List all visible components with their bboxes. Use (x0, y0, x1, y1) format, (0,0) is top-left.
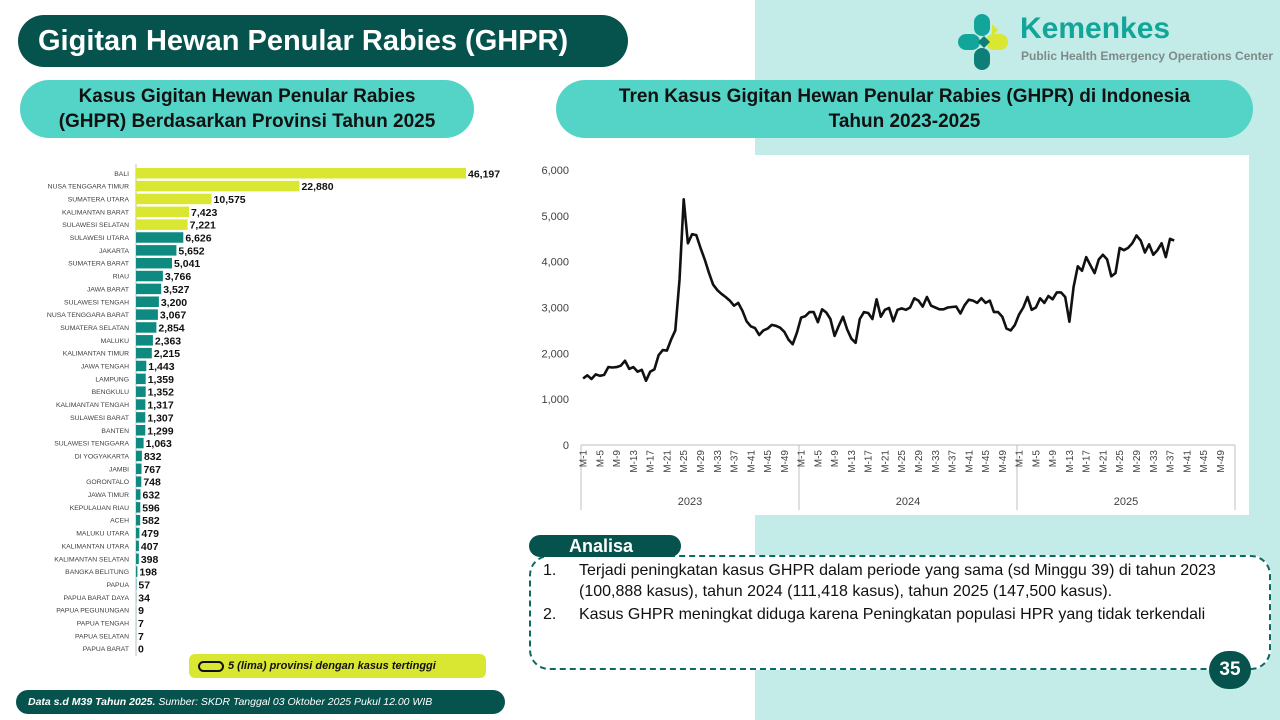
week-tick-label: M-13 (846, 450, 858, 473)
bar-value-label: 3,766 (164, 271, 192, 284)
province-label: SUMATERA UTARA (67, 196, 129, 204)
bar-value-label: 3,527 (163, 283, 190, 296)
analysis-list (543, 560, 1223, 627)
province-label: BANTEN (101, 427, 129, 435)
province-label: KALIMANTAN UTARA (61, 543, 129, 551)
province-bar (136, 399, 145, 410)
province-label: JAMBI (108, 466, 129, 474)
year-label: 2023 (677, 496, 703, 508)
bar-value-label: 748 (143, 476, 161, 489)
province-bar (136, 464, 142, 475)
province-label: KALIMANTAN BARAT (62, 209, 129, 217)
week-tick-label: M-13 (1064, 450, 1076, 473)
province-bar (136, 541, 139, 552)
bar-value-label: 582 (142, 515, 160, 528)
province-label: MALUKU (100, 337, 129, 345)
province-label: GORONTALO (86, 479, 129, 487)
province-label: BALI (114, 170, 129, 178)
province-bar-chart (18, 160, 538, 670)
bar-value-label: 57 (138, 579, 151, 592)
week-tick-label: M-29 (1132, 450, 1143, 473)
analysis-item-number: 1. (543, 562, 557, 579)
week-tick-label: M-21 (880, 450, 892, 473)
province-label: PAPUA SELATAN (74, 633, 129, 641)
week-tick-label: M-37 (947, 450, 959, 473)
province-label: SUMATERA BARAT (68, 260, 129, 268)
province-label: RIAU (112, 273, 129, 281)
province-label: DI YOGYAKARTA (74, 453, 129, 461)
bar-value-label: 3,067 (159, 309, 187, 322)
week-tick-label: M-13 (628, 450, 640, 473)
y-tick-label: 2,000 (541, 348, 569, 361)
bar-value-label: 22,880 (301, 181, 334, 194)
footnote-bold: Data s.d M39 Tahun 2025. (28, 696, 156, 708)
kemenkes-logo (952, 10, 1272, 74)
bar-chart-title-line1: Kasus Gigitan Hewan Penular Rabies (78, 86, 416, 107)
province-label: SULAWESI TENGAH (64, 299, 129, 307)
province-label: BANGKA BELITUNG (65, 569, 129, 577)
province-bar (136, 438, 144, 449)
province-bar (136, 207, 189, 218)
week-tick-label: M-17 (645, 450, 657, 473)
week-tick-label: M-5 (595, 450, 607, 468)
province-bar (136, 425, 145, 436)
province-label: PAPUA BARAT (82, 646, 129, 654)
bar-value-label: 10,575 (213, 193, 246, 206)
line-chart-title (556, 80, 1253, 138)
analysis-title: Analisa (529, 535, 681, 557)
analysis-item-text: Terjadi peningkatan kasus GHPR dalam periode yang sama (sd Minggu 39) di tahun 2023 (100,888 kasus), tahun 2024 (111,418 kasus), tahun 2025 (147,500 kasus). (579, 562, 1216, 600)
bar-value-label: 0 (138, 643, 144, 656)
y-tick-label: 1,000 (541, 394, 569, 407)
logo-name: Kemenkes (1020, 12, 1171, 45)
bar-value-label: 479 (141, 528, 159, 541)
week-tick-label: M-25 (897, 450, 909, 473)
province-bar (136, 232, 183, 243)
bar-chart-title-line2: (GHPR) Berdasarkan Provinsi Tahun 2025 (58, 111, 436, 132)
bar-value-label: 34 (138, 592, 150, 605)
bar-value-label: 1,359 (147, 373, 174, 386)
bar-value-label: 7 (138, 630, 144, 643)
week-tick-label: M-1 (1014, 450, 1026, 468)
week-tick-label: M-9 (1048, 450, 1060, 468)
week-tick-label: M-33 (712, 450, 724, 473)
week-tick-label: M-25 (1115, 450, 1127, 473)
province-bar (136, 386, 146, 397)
line-chart-title-line1: Tren Kasus Gigitan Hewan Penular Rabies (GHPR) di Indonesia (618, 86, 1191, 107)
bar-value-label: 1,443 (148, 361, 175, 373)
province-bar (136, 348, 152, 359)
province-bar (136, 515, 140, 526)
bar-chart-title (20, 80, 474, 138)
province-bar (136, 502, 140, 512)
bar-value-label: 2,363 (154, 335, 182, 348)
logo-tagline: Public Health Emergency Operations Center (1021, 49, 1274, 63)
province-label: JAWA TIMUR (87, 492, 129, 499)
page-title: Gigitan Hewan Penular Rabies (GHPR) (18, 15, 628, 67)
province-bar (136, 168, 466, 179)
bar-chart-legend (189, 654, 486, 678)
footnote-source: Sumber: SKDR Tanggal 03 Oktober 2025 Pukul 12.00 WIB (155, 696, 433, 708)
y-tick-label: 6,000 (541, 165, 569, 177)
week-tick-label: M-41 (964, 450, 976, 473)
province-label: PAPUA (106, 581, 129, 589)
bar-value-label: 7,221 (189, 219, 216, 232)
bar-value-label: 407 (140, 540, 159, 553)
week-tick-label: M-21 (662, 450, 674, 473)
page-number: 35 (1209, 651, 1251, 689)
week-tick-label: M-49 (779, 450, 791, 473)
trend-chart-area (527, 155, 1249, 515)
province-bar (136, 181, 299, 192)
week-tick-label: M-1 (578, 450, 590, 468)
week-tick-label: M-41 (1182, 450, 1194, 473)
province-bar (136, 335, 153, 346)
bar-value-label: 1,299 (147, 425, 174, 438)
analysis-item (543, 560, 1223, 602)
year-label: 2025 (1113, 496, 1139, 508)
province-bar (136, 476, 141, 487)
province-label: KALIMANTAN SELATAN (54, 556, 129, 564)
province-bar (136, 528, 139, 539)
province-bar (136, 361, 146, 372)
province-label: LAMPUNG (95, 376, 129, 384)
province-bar (136, 566, 137, 577)
bar-value-label: 5,652 (178, 245, 205, 258)
bar-value-label: 7,423 (191, 206, 218, 219)
legend-marker-icon (198, 661, 224, 672)
province-label: NUSA TENGGARA BARAT (46, 312, 129, 320)
analysis-item-text: Kasus GHPR meningkat diduga karena Peningkatan populasi HPR yang tidak terkendali (579, 606, 1206, 623)
province-bar (136, 271, 163, 282)
province-label: ACEH (110, 517, 129, 525)
week-tick-label: M-9 (612, 450, 624, 468)
bar-value-label: 2,854 (158, 322, 185, 335)
ghpr-trend-line (583, 199, 1174, 380)
province-label: JAWA TENGAH (80, 363, 129, 371)
line-chart-title-line2: Tahun 2023-2025 (828, 111, 981, 132)
bar-value-label: 398 (140, 553, 159, 566)
province-label: PAPUA PEGUNUNGAN (56, 607, 129, 615)
week-tick-label: M-37 (1165, 450, 1177, 473)
analysis-item-number: 2. (543, 606, 557, 623)
province-bar (136, 374, 146, 385)
province-bar (136, 194, 212, 205)
province-label: SUMATERA SELATAN (60, 324, 129, 332)
bar-value-label: 1,063 (145, 438, 172, 451)
bar-value-label: 2,215 (153, 348, 181, 361)
bar-value-label: 3,200 (160, 296, 188, 309)
province-bar (136, 284, 161, 295)
bar-value-label: 5,041 (174, 258, 201, 271)
week-tick-label: M-45 (763, 450, 775, 473)
week-tick-label: M-17 (1081, 450, 1093, 473)
week-tick-label: M-29 (914, 450, 925, 473)
province-label: BENGKULU (91, 389, 129, 397)
province-label: KALIMANTAN TIMUR (62, 350, 129, 358)
province-bar (136, 219, 188, 230)
bar-value-label: 46,197 (468, 168, 501, 181)
province-label: PAPUA BARAT DAYA (63, 594, 129, 602)
bar-value-label: 1,307 (147, 412, 174, 425)
week-tick-label: M-41 (746, 450, 758, 473)
trend-line-chart (527, 155, 1249, 515)
week-tick-label: M-49 (1215, 450, 1227, 473)
legend-text: 5 (lima) provinsi dengan kasus tertinggi (228, 660, 436, 672)
bar-value-label: 198 (139, 566, 157, 579)
province-bar (136, 489, 141, 500)
province-bar (136, 451, 142, 462)
bar-value-label: 6,626 (185, 232, 212, 245)
bar-value-label: 767 (143, 463, 162, 476)
week-tick-label: M-21 (1098, 450, 1110, 473)
province-bar (136, 412, 145, 423)
week-tick-label: M-45 (1199, 450, 1211, 473)
year-label: 2024 (895, 496, 921, 508)
week-tick-label: M-5 (1031, 450, 1043, 468)
y-tick-label: 0 (562, 440, 569, 452)
week-tick-label: M-33 (930, 450, 942, 473)
province-bar (136, 258, 172, 269)
week-tick-label: M-33 (1148, 450, 1160, 473)
source-footnote (16, 690, 505, 714)
province-label: JAKARTA (99, 247, 129, 255)
bar-value-label: 596 (142, 502, 160, 515)
province-label: PAPUA TENGAH (76, 620, 129, 628)
week-tick-label: M-1 (796, 450, 808, 468)
week-tick-label: M-49 (997, 450, 1009, 473)
bar-value-label: 832 (143, 450, 162, 463)
province-label: SULAWESI BARAT (70, 414, 129, 422)
y-tick-label: 5,000 (541, 210, 569, 223)
province-bar (136, 297, 159, 308)
province-label: SULAWESI TENGGARA (54, 440, 129, 448)
week-tick-label: M-25 (679, 450, 691, 473)
week-tick-label: M-29 (696, 450, 707, 473)
province-bar (136, 322, 156, 333)
province-bar (136, 309, 158, 320)
province-label: KEPULAUAN RIAU (69, 504, 129, 512)
bar-value-label: 9 (138, 605, 144, 618)
analysis-item (543, 604, 1223, 625)
province-label: SULAWESI SELATAN (62, 222, 129, 230)
week-tick-label: M-17 (863, 450, 875, 473)
week-tick-label: M-5 (813, 450, 825, 468)
y-tick-label: 3,000 (541, 302, 569, 315)
province-label: KALIMANTAN TENGAH (55, 402, 129, 410)
bar-value-label: 1,352 (147, 386, 174, 399)
kemenkes-logo-icon (952, 10, 1014, 74)
bar-value-label: 7 (138, 618, 144, 630)
bar-value-label: 1,317 (147, 399, 174, 412)
province-label: JAWA BARAT (86, 286, 129, 294)
bar-value-label: 632 (142, 489, 161, 502)
province-bar (136, 245, 176, 256)
week-tick-label: M-37 (729, 450, 741, 473)
province-label: SULAWESI UTARA (69, 235, 129, 242)
week-tick-label: M-9 (830, 450, 842, 468)
province-bar (136, 554, 139, 565)
province-label: MALUKU UTARA (76, 530, 129, 538)
y-tick-label: 4,000 (541, 256, 569, 269)
week-tick-label: M-45 (981, 450, 993, 473)
province-label: NUSA TENGGARA TIMUR (47, 183, 129, 191)
